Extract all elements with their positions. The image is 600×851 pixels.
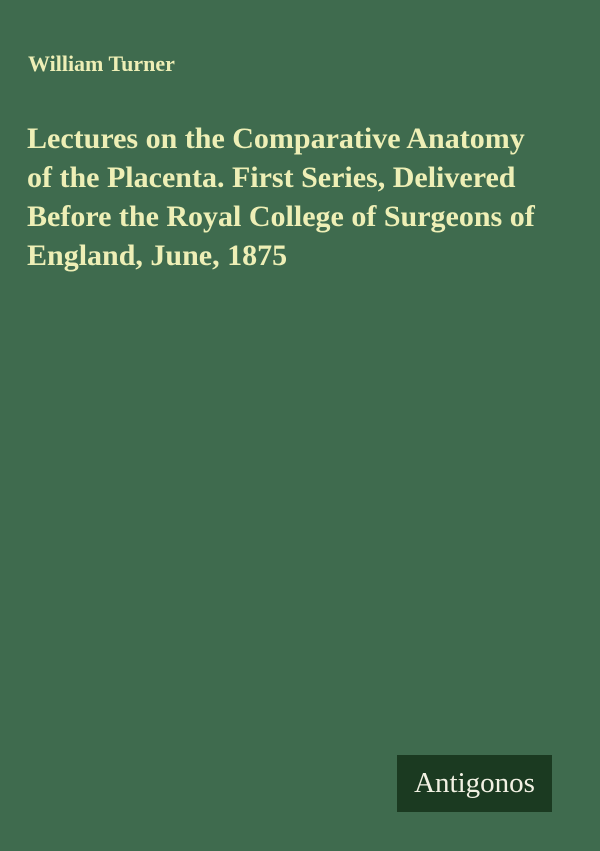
- title-line-4: England, June, 1875: [27, 239, 288, 272]
- title-line-2: of the Placenta. First Series, Delivered: [27, 161, 516, 194]
- title-line-3: Before the Royal College of Surgeons of: [27, 200, 535, 233]
- title-line-1: Lectures on the Comparative Anatomy: [27, 122, 525, 155]
- book-title: [27, 119, 535, 275]
- publisher-name: Antigonos: [414, 767, 535, 799]
- author-name: William Turner: [28, 51, 175, 76]
- publisher-box: [397, 755, 552, 812]
